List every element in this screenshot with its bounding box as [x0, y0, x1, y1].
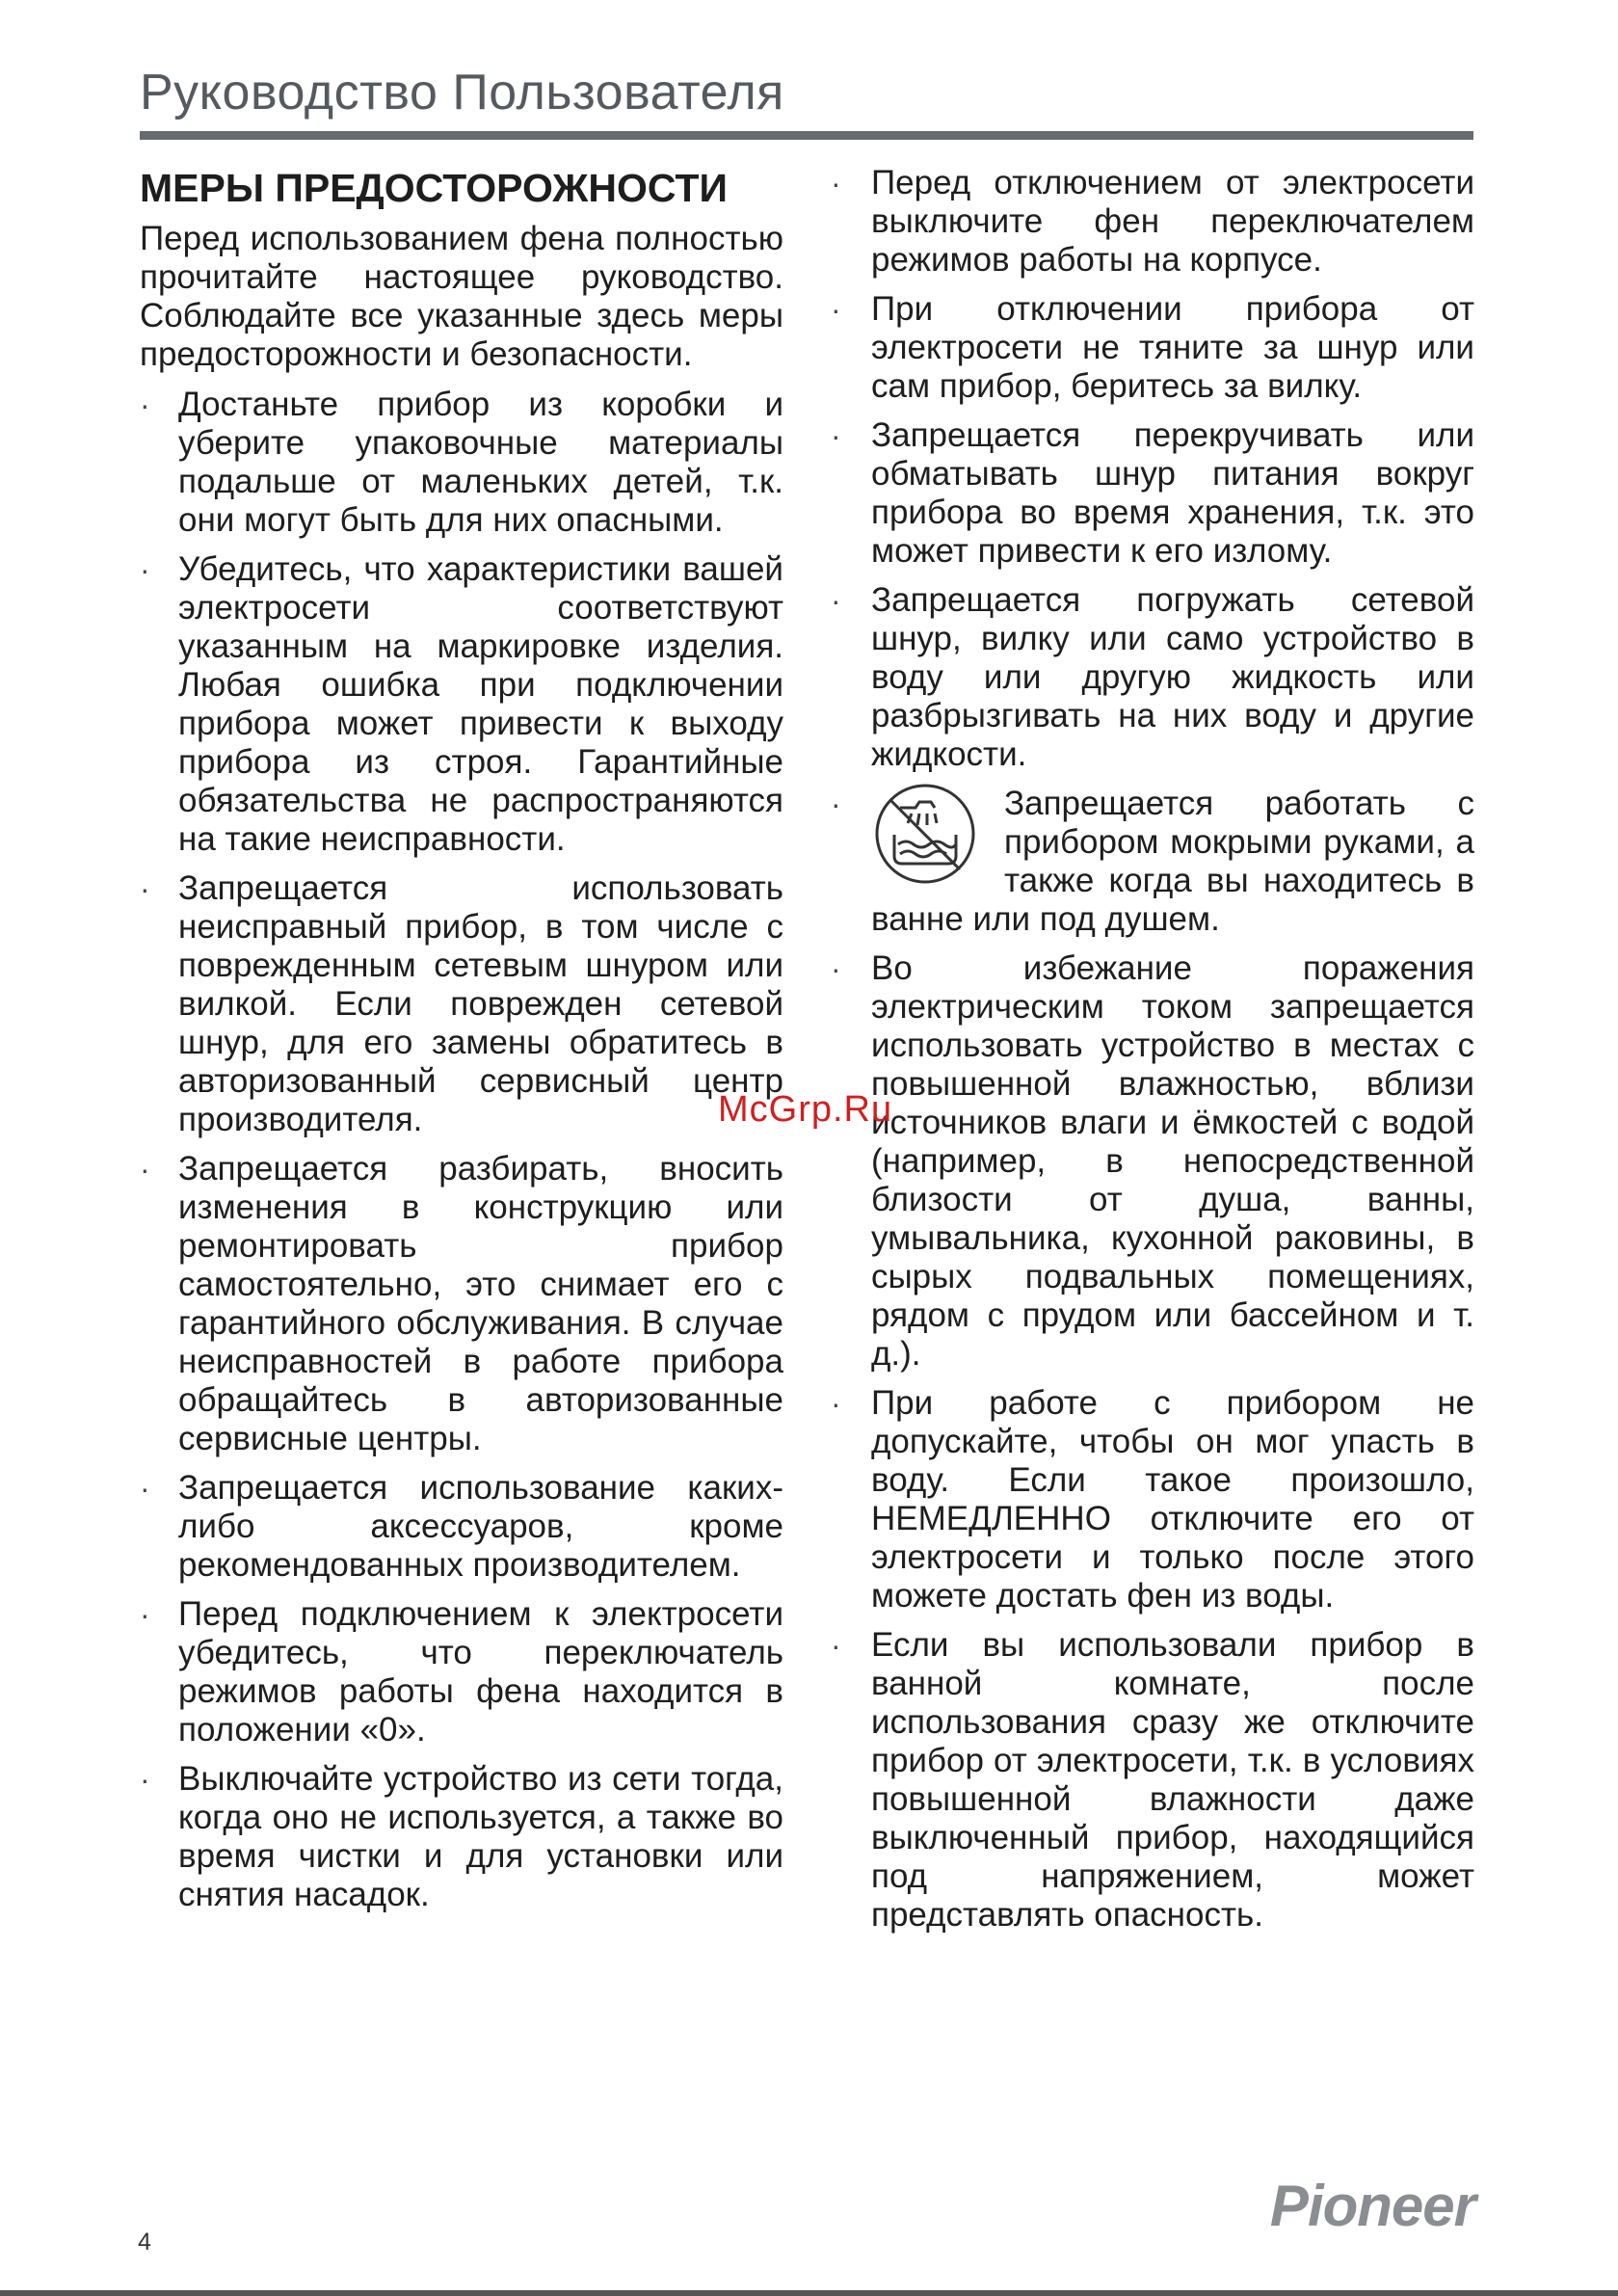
list-item: · Убедитесь, что характеристики вашей электросети соответствуют указанным на маркировке изделия. Любая ошибка при подключении прибора может привести к выходу прибора из строя. Гарантийные обязательства не распространяются на такие неисправности. [140, 550, 783, 859]
brand-logo: Pioneer [1269, 2174, 1475, 2238]
page-header-title: Руководство Пользователя [140, 65, 784, 120]
list-item: · Если вы использовали прибор в ванной комнате, после использования сразу же отключите прибор от электросети, т.к. в условиях повышенной влажности даже выключенный прибор, находящийся под напряжением, может представлять опасность. [831, 1626, 1474, 1935]
list-item: · Перед отключением от электросети выключите фен переключателем режимов работы на корпусе. [831, 164, 1474, 280]
list-item: · Запрещается разбирать, вносить изменения в конструкцию или ремонтировать прибор самостоятельно, это снимает его с гарантийного обслуживания. В случае неисправностей в работе прибора обращайтесь в авторизованные сервисные центры. [140, 1150, 783, 1458]
left-column [140, 164, 783, 1925]
right-bullet-list [831, 164, 1474, 1935]
list-item: · Перед подключением к электросети убедитесь, что переключатель режимов работы фена находится в положении «0». [140, 1595, 783, 1749]
list-item-text: Запрещается работать с прибором мокрыми руками, а также когда вы находитесь в ванне или под душем. [871, 785, 1474, 938]
right-column [831, 164, 1474, 1945]
header-divider [140, 131, 1473, 140]
no-water-use-icon [871, 781, 979, 887]
list-item: · Выключайте устройство из сети тогда, когда оно не используется, а также во время чистки и для установки или снятия насадок. [140, 1760, 783, 1914]
list-item: · Запрещается использовать неисправный прибор, в том числе с поврежденным сетевым шнуром или вилкой. Если поврежден сетевой шнур, для его замены обратитесь в авторизованный сервисный центр производителя. [140, 869, 783, 1139]
list-item: · Достаньте прибор из коробки и уберите упаковочные материалы подальше от маленьких детей, т.к. они могут быть для них опасными. [140, 386, 783, 540]
page-number: 4 [138, 2229, 151, 2256]
list-item: · Во избежание поражения электрическим током запрещается использовать устройство в местах с повышенной влажностью, вблизи источников влаги и ёмкостей с водой (например, в непосредственной близости от душа, ванны, умывальника, кухонной раковины, в сырых подвальных помещениях, рядом с прудом или бассейном и т. д.). [831, 949, 1474, 1374]
list-item: · Запрещается перекручивать или обматывать шнур питания вокруг прибора во время хранения, т.к. это может привести к его излому. [831, 416, 1474, 571]
section-heading: МЕРЫ ПРЕДОСТОРОЖНОСТИ [140, 166, 728, 210]
list-item: · При отключении прибора от электросети не тяните за шнур или сам прибор, беритесь за вилку. [831, 290, 1474, 406]
intro-paragraph: Перед использованием фена полностью прочитайте настоящее руководство. Соблюдайте все указанные здесь меры предосторожности и безопасности. [140, 220, 783, 373]
left-bullet-list [140, 386, 783, 1914]
list-item: · При работе с прибором не допускайте, чтобы он мог упасть в воду. Если такое произошло, НЕМЕДЛЕННО отключите его от электросети и только после этого можете достать фен из воды. [831, 1384, 1474, 1615]
footer-divider [0, 2290, 1618, 2296]
watermark: McGrp.Ru [718, 1089, 893, 1130]
list-item: · Запрещается погружать сетевой шнур, вилку или само устройство в воду или другую жидкость или разбрызгивать на них воду и другие жидкости. [831, 581, 1474, 774]
list-item-with-icon [831, 785, 1474, 939]
list-item: · Запрещается использование каких-либо аксессуаров, кроме рекомендованных производителем. [140, 1469, 783, 1585]
